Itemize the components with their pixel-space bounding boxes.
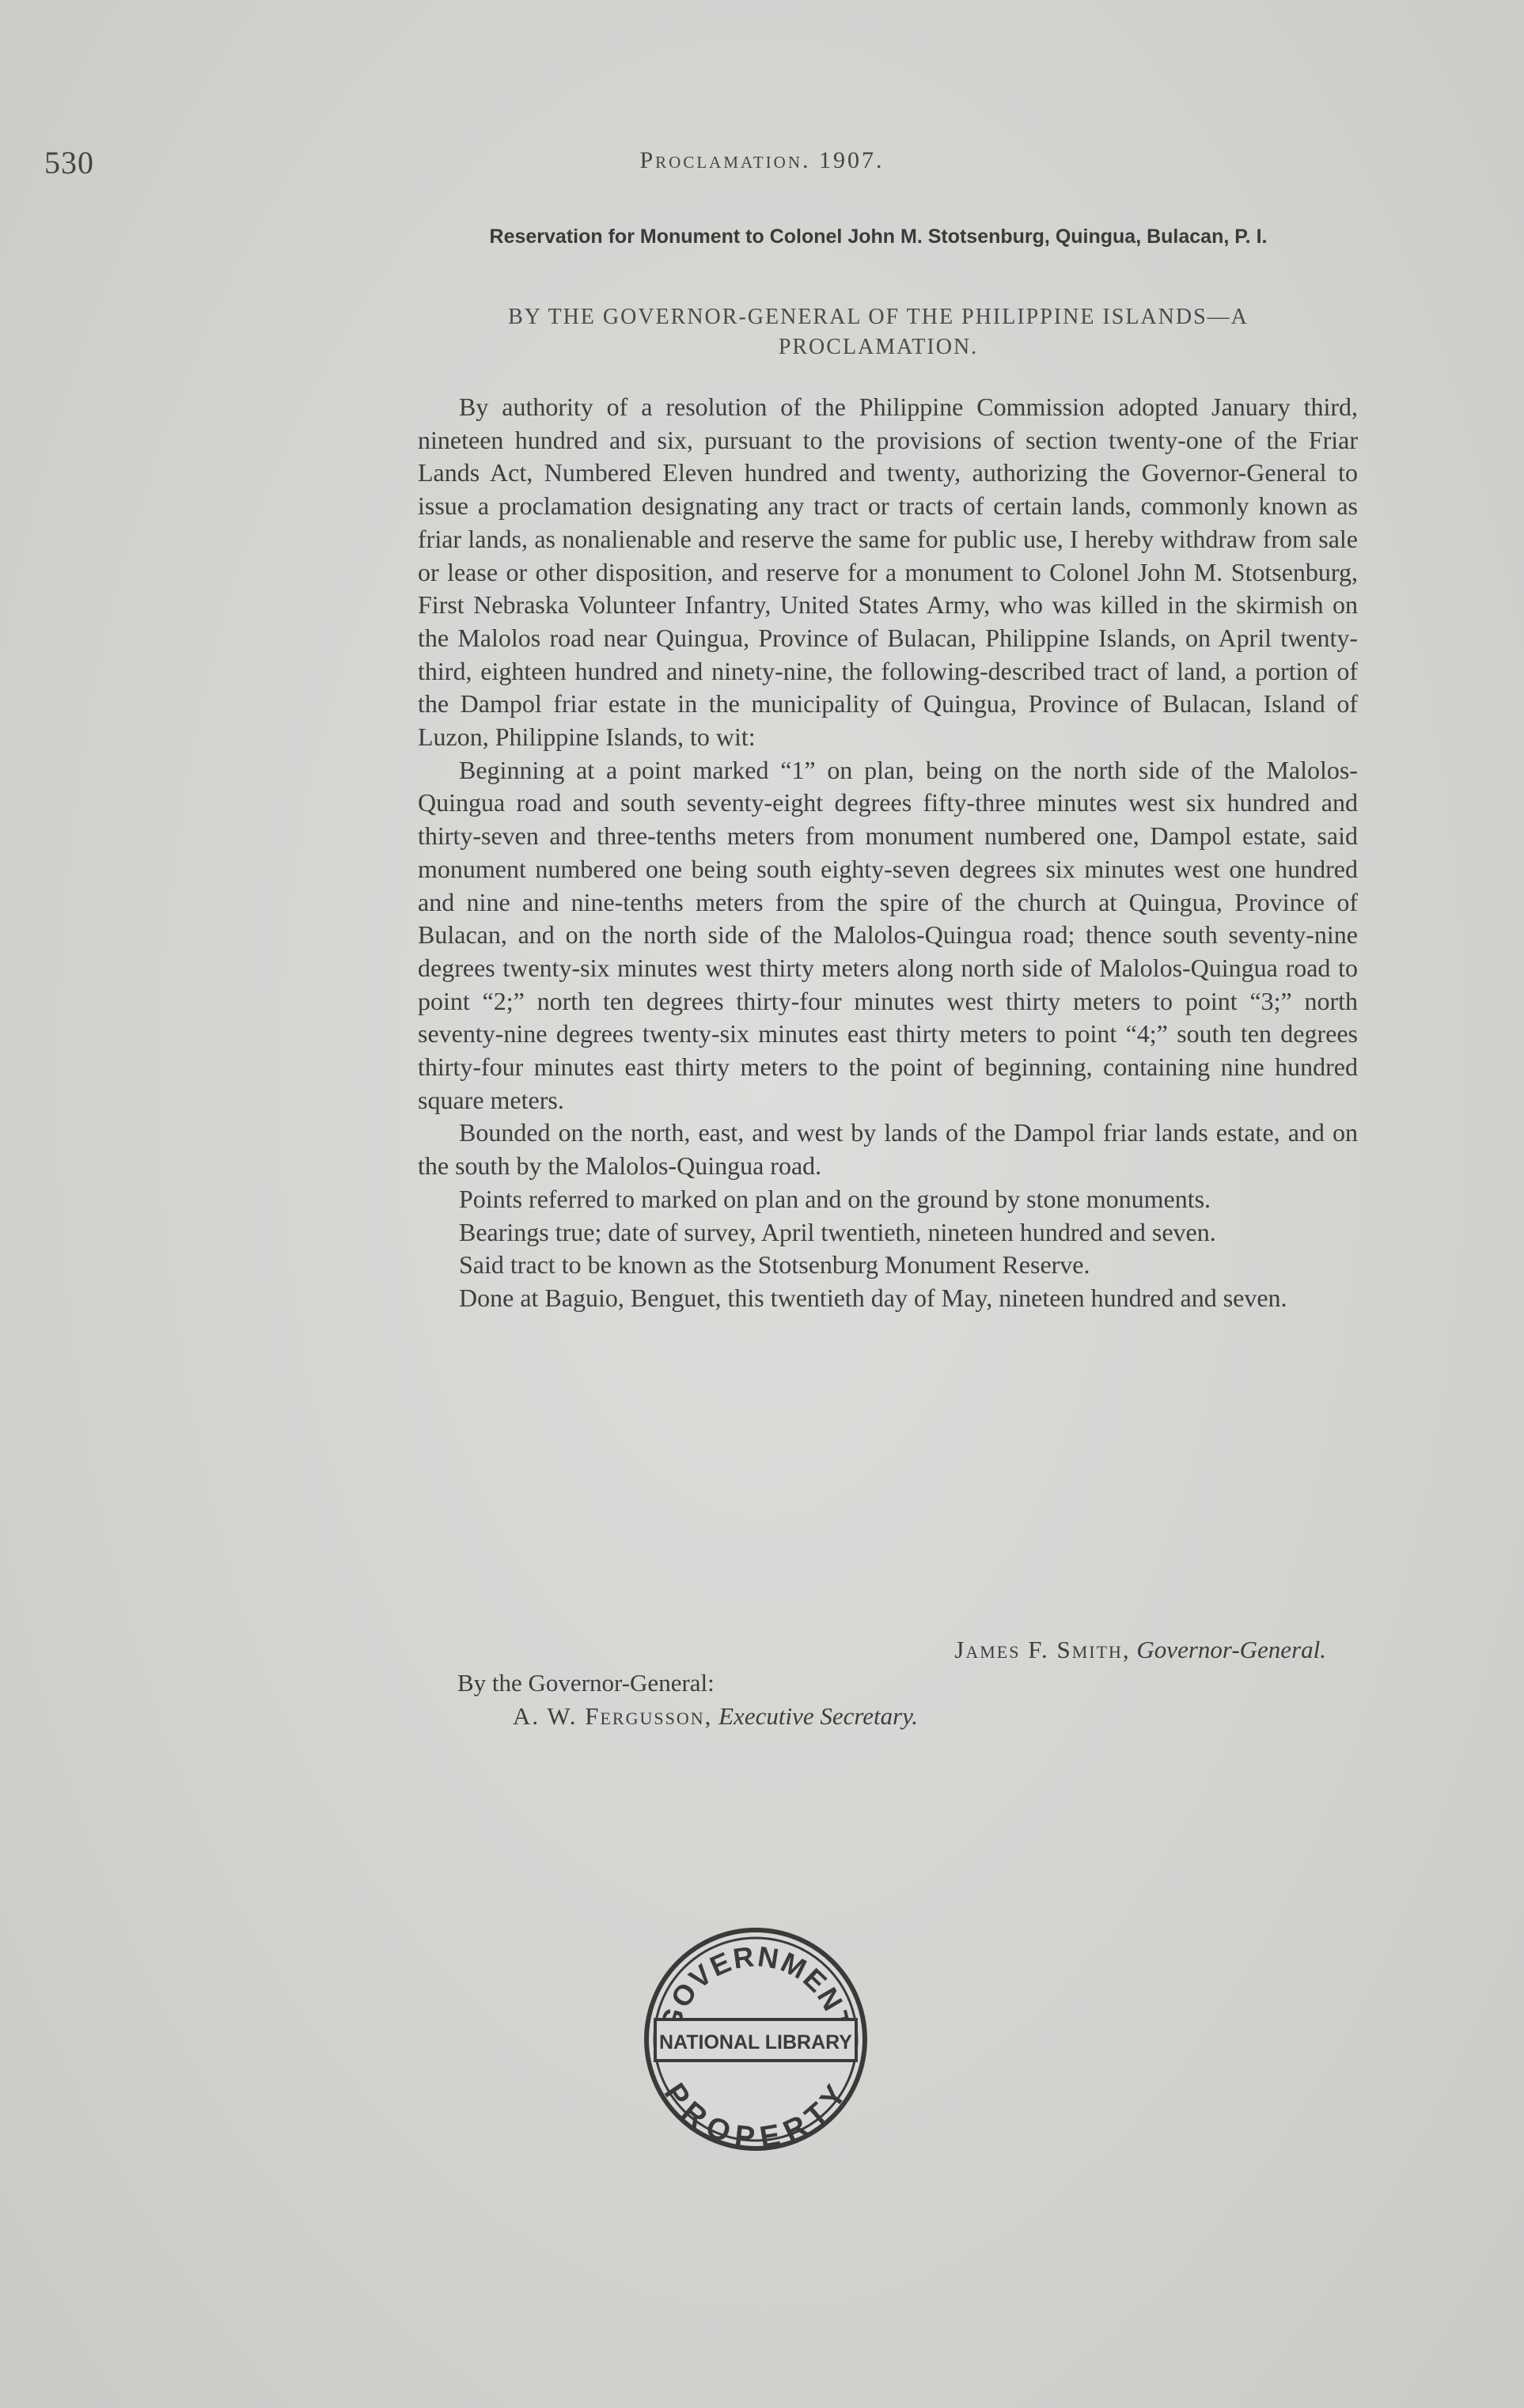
body-paragraph: Points referred to marked on plan and on the ground by stone monuments.	[459, 1184, 1211, 1213]
secretary-name: A. W. Fergusson,	[513, 1702, 713, 1730]
body-paragraph: Done at Baguio, Benguet, this twentieth day of May, nineteen hundred and seven.	[459, 1283, 1287, 1312]
stamp-bottom-text: PROPERTY	[657, 2077, 855, 2154]
governor-title: Governor-General.	[1136, 1636, 1326, 1663]
body-paragraph: Bearings true; date of survey, April twentieth, nineteen hundred and seven.	[459, 1217, 1216, 1246]
proclamation-subheading: BY THE GOVERNOR-GENERAL OF THE PHILIPPINE ISLANDS—A PROCLAMATION.	[508, 305, 1249, 359]
body-paragraph: By authority of a resolution of the Philippine Commission adopted January third, nineteen hundred and six, pursuant to the provisions of section twenty-one of the Friar Lands Act, Numbered Eleven hundred and twenty, authorizing the Governor-General to issue a proclamation designating any tract or tracts of certain lands, commonly known as friar lands, as nonalienable and reserve the same for public use, I hereby withdraw from sale or lease or other disposition, and reserve for a monument to Colonel John M. Stotsenburg, First Nebraska Volunteer Infantry, United States Army, who was killed in the skirmish on the Malolos road near Quingua, Province of Bulacan, Philippine Islands, on April twenty-third, eighteen hundred and ninety-nine, the following-described tract of land, a portion of the Dampol friar estate in the municipality of Quingua, Province of Bulacan, Island of Luzon, Philippine Islands, to wit:	[418, 392, 1358, 752]
governor-name: James F. Smith,	[954, 1636, 1131, 1663]
secretary-signature-line	[418, 1700, 1358, 1733]
by-line: By the Governor-General:	[457, 1669, 715, 1697]
body-paragraph: Beginning at a point marked “1” on plan, being on the north side of the Malolos-Quingua road and south seventy-eight degrees fifty-three minutes west six hundred and thirty-seven and three-tenths meters from monument numbered one, Dampol estate, said monument numbered one being south eighty-seven degrees six minutes west one hundred and nine and nine-tenths meters from the spire of the church at Quingua, Province of Bulacan, and on the north side of the Malolos-Quingua road; thence south seventy-nine degrees twenty-six minutes west thirty meters along north side of Malolos-Quingua road to point “2;” north ten degrees thirty-four minutes west thirty meters to point “3;” north seventy-nine degrees twenty-six minutes east thirty meters to point “4;” south ten degrees thirty-four minutes east thirty meters to the point of beginning, containing nine hundred square meters.	[418, 755, 1358, 1114]
governor-signature-line	[418, 1633, 1358, 1667]
stamp-middle-text: NATIONAL LIBRARY	[659, 2031, 852, 2053]
library-stamp	[641, 1925, 870, 2154]
body-paragraph: Bounded on the north, east, and west by lands of the Dampol friar lands estate, and on the south by the Malolos-Quingua road.	[418, 1118, 1358, 1181]
page-number: 530	[44, 145, 94, 180]
page-header	[0, 144, 1524, 184]
secretary-title: Executive Secretary.	[718, 1702, 918, 1730]
signature-block	[418, 1633, 1358, 1733]
proclamation-body	[418, 391, 1358, 1315]
stamp-top-text: OVERNMEN	[664, 1940, 851, 2018]
proclamation-heading: Reservation for Monument to Colonel John M. Stotsenburg, Quingua, Bulacan, P. I.	[489, 226, 1268, 248]
body-paragraph: Said tract to be known as the Stotsenburg Monument Reserve.	[459, 1250, 1090, 1280]
running-head: Proclamation. 1907.	[639, 147, 885, 173]
